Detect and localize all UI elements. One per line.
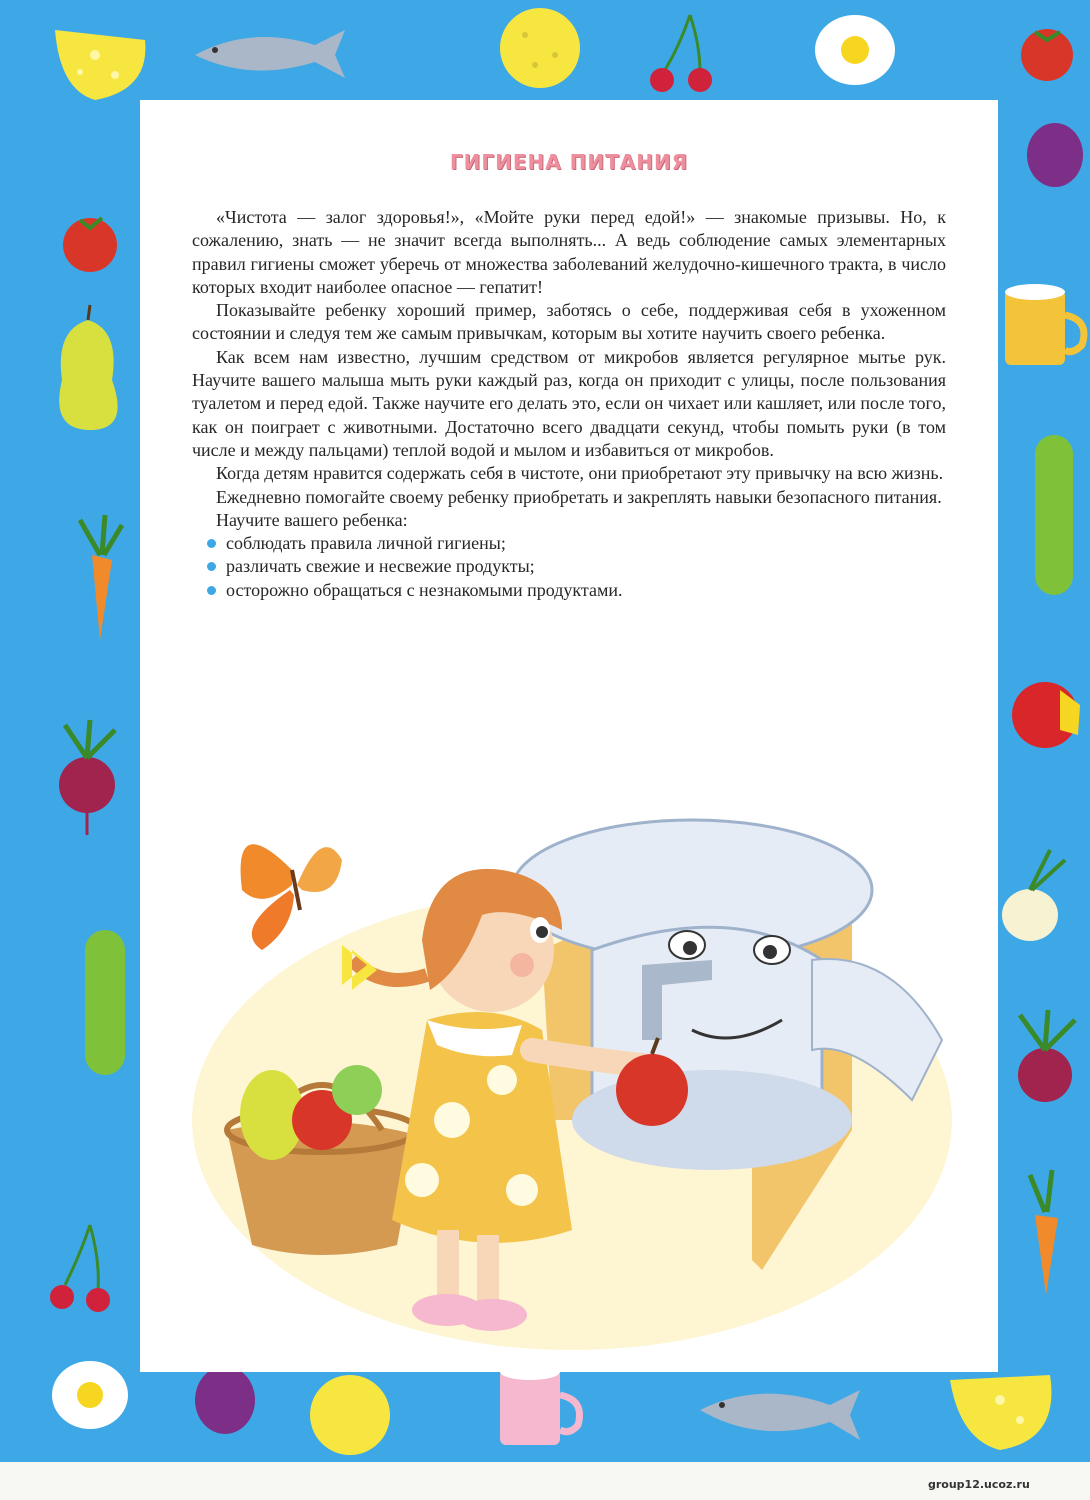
cookie-icon-top: [500, 8, 580, 88]
paragraph-4: Когда детям нравится содержать себя в чистоте, они приобретают эту привычку на всю жизнь.: [216, 463, 944, 484]
list-item: [192, 555, 946, 578]
onion-icon-right: [1002, 850, 1065, 941]
paragraph-1: «Чистота — залог здоровья!», «Мойте руки перед едой!» — знакомые призывы. Но, к сожалению, знать — не значит всегда выполнять... А ведь соблюдение самых элементарных правил гигиены сможет уберечь от множества заболеваний желудочно-кишечного тракта, в число которых входит наиболее опасное — гепатит!: [192, 207, 946, 297]
page-title: ГИГИЕНА ПИТАНИЯ: [449, 150, 689, 174]
carrot-icon-right: [1030, 1170, 1058, 1295]
tomato-icon-left: [63, 218, 117, 272]
cheese-icon-bottom-right: [950, 1375, 1051, 1450]
plum-icon-right: [1027, 123, 1083, 187]
beet-icon-right: [1018, 1010, 1075, 1102]
advice-list: [192, 532, 946, 602]
cucumber-icon-left: [85, 930, 125, 1075]
list-item-text: соблюдать правила личной гигиены;: [226, 533, 506, 554]
girl-washing-apple-illustration: [172, 790, 962, 1350]
list-item: [192, 579, 946, 602]
list-item-text: осторожно обращаться с незнакомыми продуктами.: [226, 579, 623, 600]
plum-icon-bottom: [195, 1366, 255, 1434]
bullet-icon: [207, 562, 216, 571]
article-body: [192, 206, 946, 602]
cup-icon-right: [1005, 284, 1084, 365]
list-item-text: различать свежие и несвежие продукты;: [226, 556, 535, 577]
fish-icon-top: [195, 30, 345, 78]
cherries-icon-top: [650, 15, 712, 92]
beet-icon-left: [59, 720, 115, 835]
cherries-icon-left: [50, 1225, 110, 1312]
paragraph-3: Как всем нам известно, лучшим средством от микробов является регулярное мытье рук. Научите вашего малыша мыть руки каждый раз, когда он приходит с улицы, после пользования туалетом и перед едой. Также научите его делать это, если он чихает или кашляет, или после того, как он поиграет с животными. Достаточно всего двадцати секунд, чтобы помыть руки (в том числе и между пальцами) теплой водой и мылом и избавиться от микробов.: [192, 346, 946, 460]
watermark-text: group12.ucoz.ru: [928, 1478, 1030, 1491]
apple-icon-right: [1012, 682, 1080, 748]
egg-icon-bottom: [52, 1361, 128, 1429]
carrot-icon-left: [80, 515, 122, 640]
paragraph-2: Показывайте ребенку хороший пример, заботясь о себе, поддерживая себя в ухоженном состоянии и следуя тем же самым привычкам, которым вы хотите научить своего ребенка.: [192, 300, 946, 344]
cookie-icon-bottom: [310, 1375, 390, 1455]
list-item: [192, 532, 946, 555]
bullet-icon: [207, 539, 216, 548]
cucumber-icon-right: [1035, 435, 1073, 595]
cheese-icon-top-left: [55, 30, 145, 100]
egg-icon-top: [815, 15, 895, 85]
cup-icon-bottom: [500, 1364, 580, 1445]
paragraph-5: Ежедневно помогайте своему ребенку приобретать и закреплять навыки безопасного питания.: [216, 486, 942, 507]
paragraph-6: Научите вашего ребенка:: [216, 509, 408, 530]
pear-icon-left: [59, 305, 117, 430]
bottom-margin: [0, 1462, 1090, 1500]
tomato-icon-top-right: [1021, 29, 1073, 81]
butterfly-icon: [241, 844, 342, 950]
bullet-icon: [207, 586, 216, 595]
fish-icon-bottom: [700, 1390, 860, 1440]
